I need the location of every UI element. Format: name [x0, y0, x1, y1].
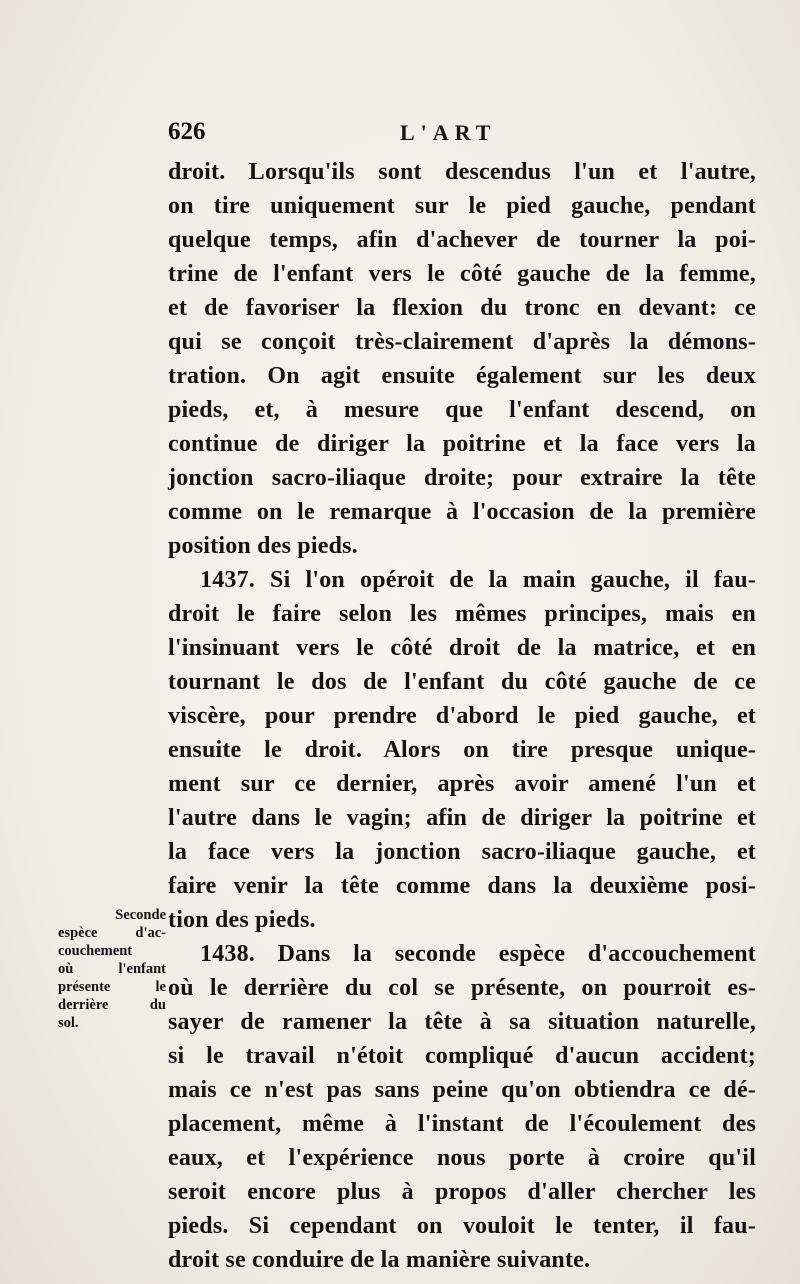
- text-line: pieds. Si cependant on vouloit le tenter, il fau-: [168, 1213, 756, 1239]
- margin-note-line: Seconde: [115, 907, 166, 923]
- running-title: L'ART: [400, 120, 497, 145]
- text-line: l'autre dans le vagin; afin de diriger la poitrine et: [168, 805, 756, 831]
- text-line: seroit encore plus à propos d'aller chercher les: [168, 1179, 756, 1205]
- text-line: comme on le remarque à l'occasion de la première: [168, 499, 756, 525]
- text-line: la face vers la jonction sacro-iliaque gauche, et: [168, 839, 756, 865]
- text-line: placement, même à l'instant de l'écoulement des: [168, 1111, 756, 1137]
- text-line: et de favoriser la flexion du tronc en devant: ce: [168, 295, 756, 321]
- text-line: eaux, et l'expérience nous porte à croire qu'il: [168, 1145, 756, 1171]
- text-line: qui se conçoit très-clairement d'après la démons-: [168, 329, 756, 355]
- text-line: droit. Lorsqu'ils sont descendus l'un et l'autre,: [168, 159, 756, 185]
- text-line: viscère, pour prendre d'abord le pied gauche, et: [168, 703, 756, 729]
- text-line: continue de diriger la poitrine et la face vers la: [168, 431, 756, 457]
- margin-note-line: présente le: [58, 979, 166, 995]
- text-line: faire venir la tête comme dans la deuxième posi-: [168, 873, 756, 899]
- page-number: 626: [168, 118, 206, 145]
- margin-note: [58, 906, 166, 1032]
- text-line: mais ce n'est pas sans peine qu'on obtiendra ce dé-: [168, 1077, 756, 1103]
- text-line: tration. On agit ensuite également sur les deux: [168, 363, 756, 389]
- margin-note-line: couchement: [58, 943, 133, 959]
- text-line: on tire uniquement sur le pied gauche, pendant: [168, 193, 756, 219]
- margin-note-line: derrière du: [58, 997, 166, 1013]
- text-line: l'insinuant vers le côté droit de la matrice, et en: [168, 635, 756, 661]
- text-line: tion des pieds.: [168, 907, 316, 933]
- text-line: trine de l'enfant vers le côté gauche de la femme,: [168, 261, 756, 287]
- text-line: jonction sacro-iliaque droite; pour extraire la tête: [168, 465, 756, 491]
- text-line: pieds, et, à mesure que l'enfant descend, on: [168, 397, 756, 423]
- text-line: tournant le dos de l'enfant du côté gauche de ce: [168, 669, 756, 695]
- margin-note-line: où l'enfant: [58, 961, 166, 977]
- margin-note-line: espèce d'ac-: [58, 925, 166, 941]
- paragraph-1438-start: 1438. Dans la seconde espèce d'accouchement: [200, 941, 756, 967]
- text-line: ment sur ce dernier, après avoir amené l'un et: [168, 771, 756, 797]
- text-line: quelque temps, afin d'achever de tourner la poi-: [168, 227, 756, 253]
- text-line: droit le faire selon les mêmes principes, mais en: [168, 601, 756, 627]
- text-line: où le derrière du col se présente, on pourroit es-: [168, 975, 756, 1001]
- text-line: droit se conduire de la manière suivante.: [168, 1247, 591, 1273]
- text-line: si le travail n'étoit compliqué d'aucun accident;: [168, 1043, 756, 1069]
- text-line: sayer de ramener la tête à sa situation naturelle,: [168, 1009, 756, 1035]
- text-line: position des pieds.: [168, 533, 358, 559]
- margin-note-line: sol.: [58, 1015, 79, 1031]
- paragraph-1437-start: 1437. Si l'on opéroit de la main gauche, il fau-: [200, 567, 756, 593]
- body-text: [168, 155, 756, 1277]
- text-line: ensuite le droit. Alors on tire presque unique-: [168, 737, 756, 763]
- page-header: [168, 118, 758, 152]
